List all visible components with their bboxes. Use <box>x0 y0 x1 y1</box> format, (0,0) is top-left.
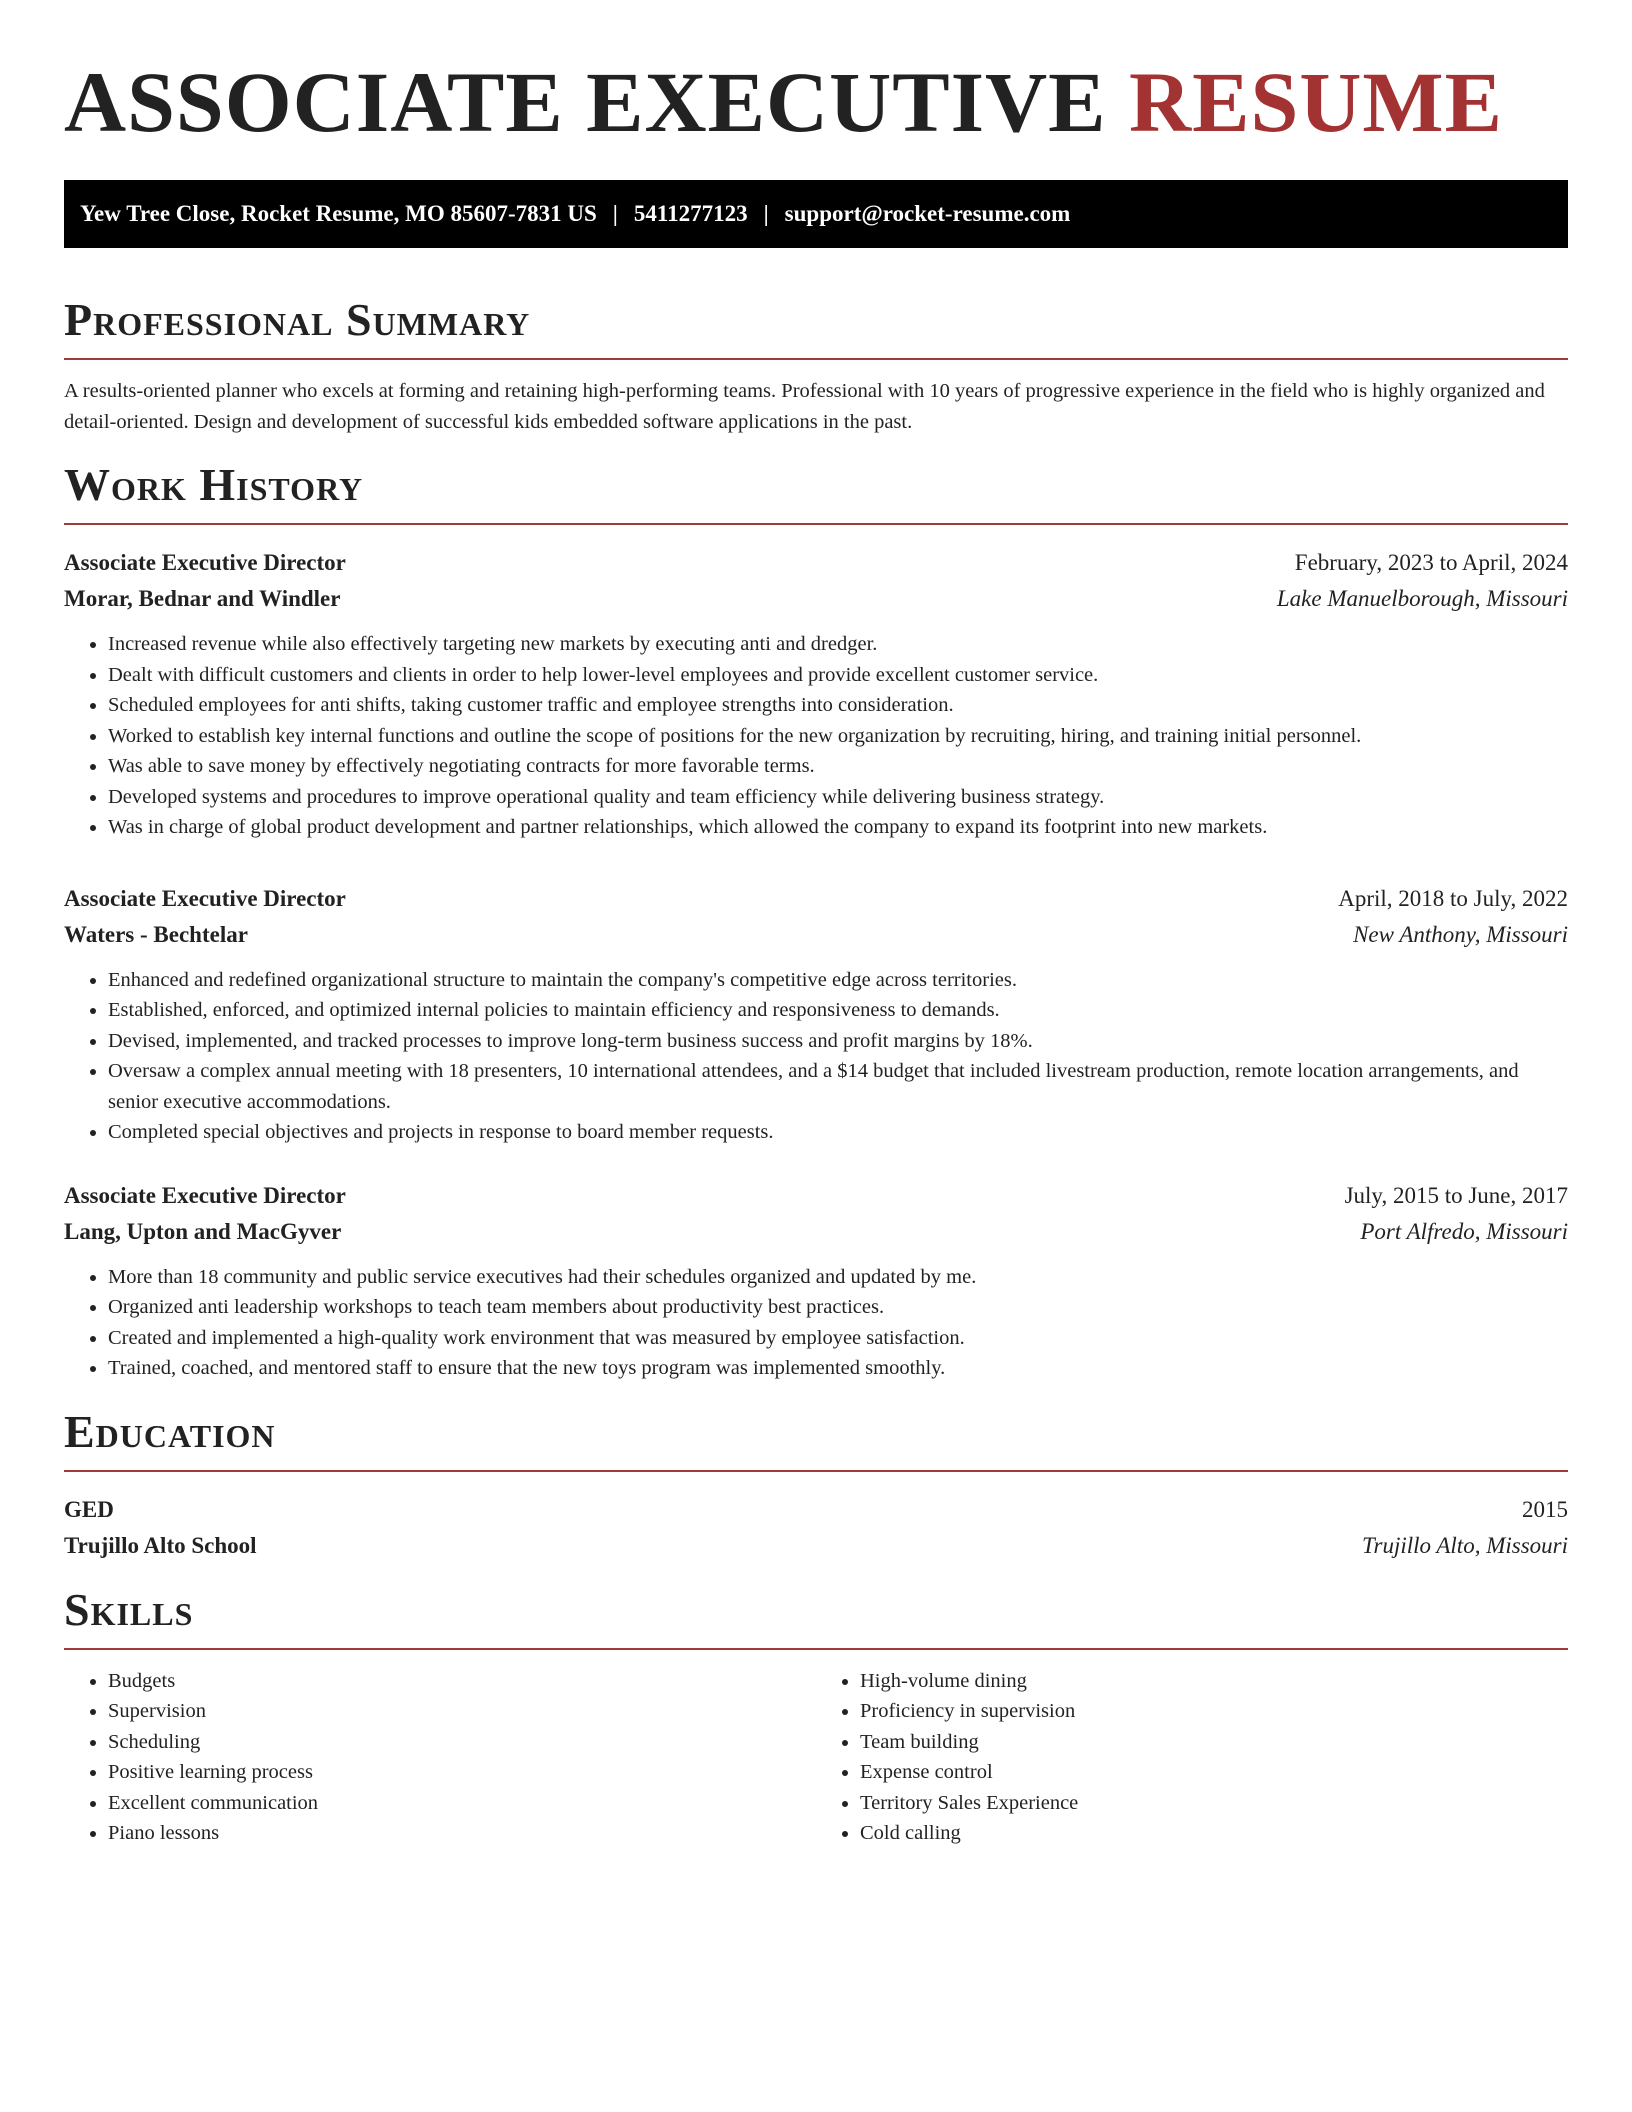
job-company-row <box>64 1214 1568 1250</box>
education-entry <box>64 1492 1568 1564</box>
job-bullet: • Developed systems and procedures to improve operational quality and team efficiency while delivering business strategy. <box>108 782 1568 813</box>
job-bullet: • More than 18 community and public service executives had their schedules organized and updated by me. <box>108 1262 1568 1293</box>
title-main: ASSOCIATE EXECUTIVE <box>64 54 1130 150</box>
contact-separator: | <box>612 201 618 226</box>
skill-item: • High-volume dining <box>860 1666 1568 1697</box>
job-title: Associate Executive Director <box>64 885 346 911</box>
education-location: Trujillo Alto, Missouri <box>1362 1532 1568 1558</box>
job-location: Lake Manuelborough, Missouri <box>1276 586 1568 611</box>
work-history-section <box>64 459 1568 1384</box>
job-header-row <box>64 881 1568 917</box>
job-header-row <box>64 1178 1568 1214</box>
job-bullet: • Increased revenue while also effectively targeting new markets by executing anti and dredger. <box>108 629 1568 660</box>
job-dates: February, 2023 to April, 2024 <box>1294 550 1568 575</box>
job-dates: April, 2018 to July, 2022 <box>1338 885 1568 911</box>
education-section <box>64 1406 1568 1564</box>
job-entry <box>64 881 1568 1148</box>
job-bullet: • Was in charge of global product development and partner relationships, which allowed the company to expand its footprint into new markets. <box>108 812 1568 843</box>
skills-section <box>64 1584 1568 1849</box>
job-bullet: • Devised, implemented, and tracked processes to improve long-term business success and profit margins by 18%. <box>108 1026 1568 1057</box>
job-bullet: • Completed special objectives and projects in response to board member requests. <box>108 1117 1568 1148</box>
education-year: 2015 <box>1522 1496 1568 1522</box>
summary-section <box>64 294 1568 437</box>
job-bullet: • Trained, coached, and mentored staff to ensure that the new toys program was implemented smoothly. <box>108 1353 1568 1384</box>
skills-list-right <box>816 1666 1568 1849</box>
job-bullet: • Oversaw a complex annual meeting with 18 presenters, 10 international attendees, and a $14 budget that included livestream production, remote location arrangements, and senior executive accommodations. <box>108 1056 1568 1117</box>
education-header-row <box>64 1492 1568 1528</box>
job-entry <box>64 545 1568 843</box>
resume-title <box>64 52 1568 152</box>
job-company-row <box>64 581 1568 617</box>
skills-list-left <box>64 1666 816 1849</box>
contact-phone: 5411277123 <box>633 201 748 226</box>
job-bullet: • Dealt with difficult customers and clients in order to help lower-level employees and provide excellent customer service. <box>108 660 1568 691</box>
contact-address: Yew Tree Close, Rocket Resume, MO 85607-7831 US <box>80 201 597 226</box>
contact-separator: | <box>763 201 769 226</box>
title-accent: RESUME <box>1129 54 1503 150</box>
job-company: Lang, Upton and MacGyver <box>64 1218 342 1244</box>
summary-text: A results-oriented planner who excels at forming and retaining high-performing teams. Professional with 10 years of progressive experience in the field who is highly organized and detail-oriented. Design and development of successful kids embedded software applications in the past. <box>64 380 1545 433</box>
job-company-row <box>64 917 1568 953</box>
job-header-row <box>64 545 1568 581</box>
skill-item: • Positive learning process <box>108 1757 816 1788</box>
skill-item: • Budgets <box>108 1666 816 1697</box>
section-heading-education: Education <box>64 1406 1568 1472</box>
job-bullet: • Worked to establish key internal functions and outline the scope of positions for the new organization by recruiting, hiring, and training initial personnel. <box>108 721 1568 752</box>
job-entry <box>64 1178 1568 1384</box>
skill-item: • Territory Sales Experience <box>860 1788 1568 1819</box>
skill-item: • Piano lessons <box>108 1818 816 1849</box>
job-bullet: • Enhanced and redefined organizational structure to maintain the company's competitive edge across territories. <box>108 965 1568 996</box>
contact-bar <box>64 180 1568 248</box>
job-company: Morar, Bednar and Windler <box>64 586 341 611</box>
skill-item: • Team building <box>860 1727 1568 1758</box>
section-heading-skills: Skills <box>64 1584 1568 1650</box>
skills-columns <box>64 1666 1568 1849</box>
job-dates: July, 2015 to June, 2017 <box>1344 1182 1568 1208</box>
education-degree: GED <box>64 1496 114 1522</box>
job-bullet: • Established, enforced, and optimized internal policies to maintain efficiency and responsiveness to demands. <box>108 995 1568 1026</box>
job-company: Waters - Bechtelar <box>64 921 248 947</box>
contact-email: support@rocket-resume.com <box>784 201 1071 226</box>
skill-item: • Proficiency in supervision <box>860 1696 1568 1727</box>
section-heading-work-history: Work History <box>64 459 1568 525</box>
skill-item: • Excellent communication <box>108 1788 816 1819</box>
job-bullet: • Organized anti leadership workshops to teach team members about productivity best practices. <box>108 1292 1568 1323</box>
education-school: Trujillo Alto School <box>64 1532 257 1558</box>
job-bullet: • Scheduled employees for anti shifts, taking customer traffic and employee strengths into consideration. <box>108 690 1568 721</box>
job-location: New Anthony, Missouri <box>1353 921 1568 947</box>
job-bullets <box>64 629 1568 843</box>
job-bullet: • Created and implemented a high-quality work environment that was measured by employee satisfaction. <box>108 1323 1568 1354</box>
skill-item: • Cold calling <box>860 1818 1568 1849</box>
job-title: Associate Executive Director <box>64 550 346 575</box>
job-bullets <box>64 965 1568 1148</box>
section-heading-summary: Professional Summary <box>64 294 1568 360</box>
job-bullets <box>64 1262 1568 1384</box>
education-school-row <box>64 1528 1568 1564</box>
job-title: Associate Executive Director <box>64 1182 346 1208</box>
job-location: Port Alfredo, Missouri <box>1360 1218 1568 1244</box>
skill-item: • Supervision <box>108 1696 816 1727</box>
job-bullet: • Was able to save money by effectively negotiating contracts for more favorable terms. <box>108 751 1568 782</box>
skill-item: • Scheduling <box>108 1727 816 1758</box>
skill-item: • Expense control <box>860 1757 1568 1788</box>
